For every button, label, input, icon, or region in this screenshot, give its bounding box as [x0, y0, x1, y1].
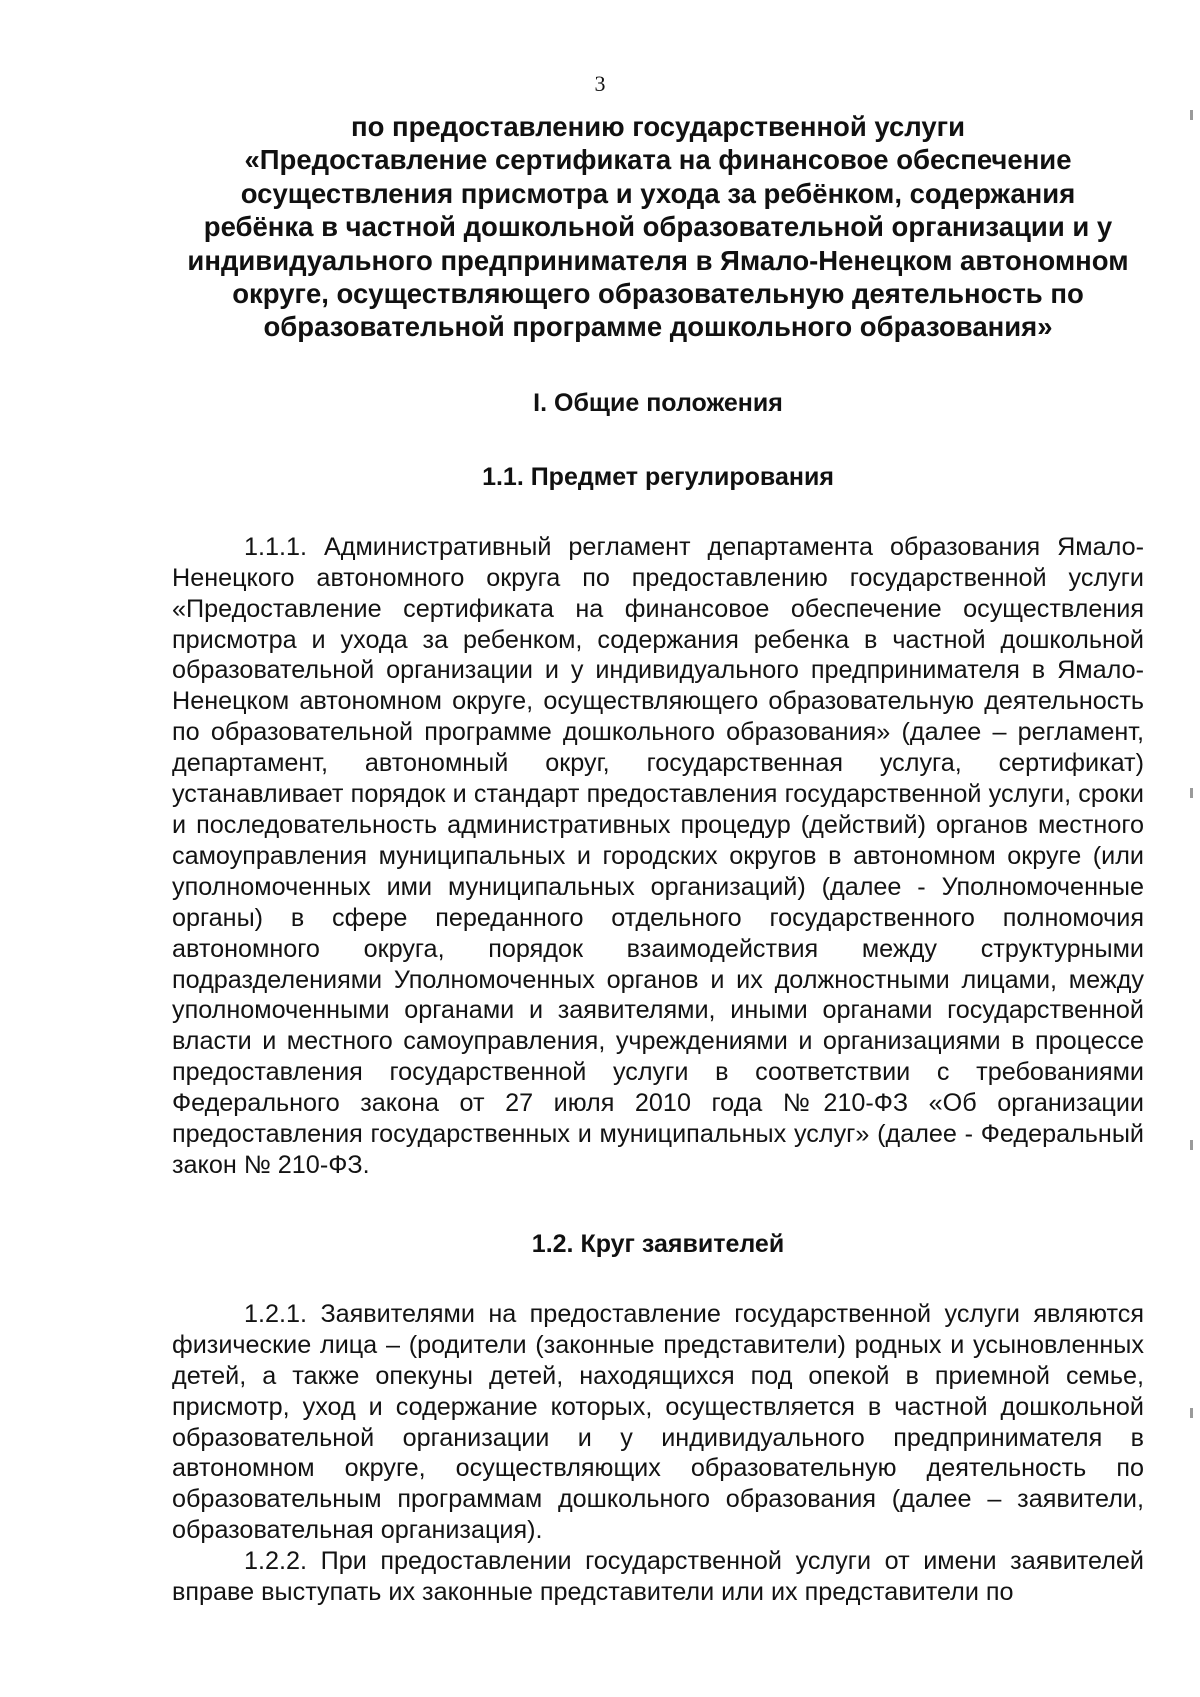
paragraph-1-1-1: 1.1.1. Административный регламент департамента образования Ямало-Ненецкого автономного округа по предоставлению государственной услуги «Предоставление сертификата на финансовое обеспечение осуществления присмотра и ухода за ребенком, содержания ребенка в частной дошкольной образовательной организации и у индивидуального предпринимателя в Ямало-Ненецком автономном округе, осуществляющего образовательную деятельность по образовательной программе дошкольного образования» (далее – регламент, департамент, автономный округ, государственная услуга, сертификат) устанавливает порядок и стандарт предоставления государственной услуги, сроки и последовательность административных процедур (действий) органов местного самоуправления муниципальных и городских округов в автономном округе (или уполномоченных ими муниципальных организаций) (далее - Уполномоченные органы) в сфере переданного отдельного государственного полномочия автономного округа, порядок взаимодействия между структурными подразделениями Уполномоченных органов и их должностными лицами, между уполномоченными органами и заявителями, иными органами государственной власти и местного самоуправления, учреждениями и организациями в процессе предоставления государственной услуги в соответствии с требованиями Федерального закона от 27 июля 2010 года №210-ФЗ «Об организации предоставления государственных и муниципальных услуг» (далее - Федеральный закон № 210-ФЗ. [172, 532, 1144, 1179]
title-line: ребёнка в частной дошкольной образовательной организации и у [203, 211, 1113, 243]
scan-mark [1190, 788, 1193, 798]
scan-edge-marks [1190, 0, 1194, 1697]
paragraph-1-2-2: 1.2.2. При предоставлении государственной услуги от имени заявителей вправе выступать их законные представители или их представители по [172, 1547, 1144, 1607]
title-line: индивидуального предпринимателя в Ямало-Ненецком автономном [187, 244, 1129, 276]
paragraph-1-2-1: 1.2.1. Заявителями на предоставление государственной услуги являются физические лица – (родители (законные представители) родных и усыновленных детей, а также опекуны детей, находящихся под опекой в приемной семье, присмотр, уход и содержание которых, осуществляется в частной дошкольной образовательной организации и у индивидуального предпринимателя в автономном округе, осуществляющих образовательную деятельность по образовательным программам дошкольного образования (далее – заявители, образовательная организация). [172, 1299, 1144, 1545]
scan-mark [1190, 1408, 1193, 1418]
title-line: осуществления присмотра и ухода за ребёнком, содержания [240, 177, 1076, 209]
title-line: округе, осуществляющего образовательную деятельность по [232, 278, 1084, 310]
title-line: «Предоставление сертификата на финансовое обеспечение [244, 144, 1072, 176]
section-heading-general: I. Общие положения [533, 388, 783, 417]
title-line: образовательной программе дошкольного образования» [263, 311, 1053, 343]
document-title [172, 110, 1144, 344]
section-heading-applicants: 1.2. Круг заявителей [531, 1229, 785, 1258]
scan-mark [1190, 110, 1193, 120]
title-line: по предоставлению государственной услуги [350, 111, 966, 142]
page-number: 3 [594, 71, 606, 96]
section-heading-subject: 1.1. Предмет регулирования [482, 462, 834, 491]
scan-mark [1190, 1140, 1193, 1150]
document-body [172, 110, 1144, 1608]
